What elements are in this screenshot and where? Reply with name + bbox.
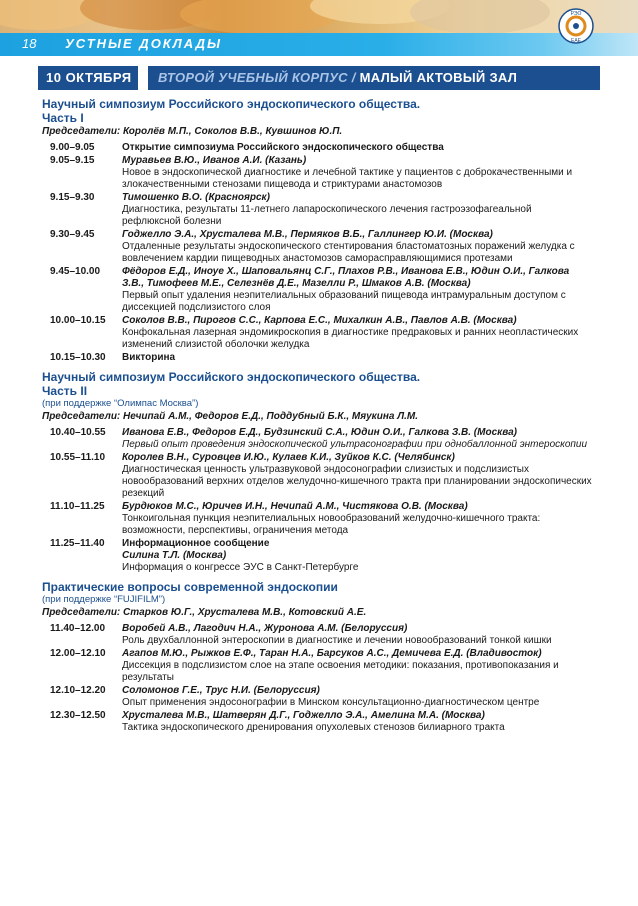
session-sponsor: (при поддержке “FUJIFILM”) [42, 594, 166, 605]
program-item: 9.30–9.45 Годжелло Э.А., Хрусталева М.В., Пермяков В.Б., Галлингер Ю.И. (Москва) Отдаленные результаты эндоскопического стентирования бластоматозных поражений желудка с вовлечением кардии пищеводных анастомозов саморасправляющимися протезами [50, 229, 575, 264]
program-item: 12.00–12.10 Агапов М.Ю., Рыжков Е.Ф., Таран Н.А., Барсуков А.С., Демичева Е.Д. (Владивосток) Диссекция в подслизистом слое на этапе освоения методики: показания, противопоказания и результаты [50, 648, 559, 683]
program-content [42, 97, 592, 740]
venue-hall: МАЛЫЙ АКТОВЫЙ ЗАЛ [359, 70, 518, 85]
header-band [0, 33, 638, 56]
session-sponsor: (при поддержке “Олимпас Москва”) [42, 398, 199, 409]
program-item: 9.15–9.30 Тимошенко В.О. (Красноярск) Диагностика, результаты 11-летнего лапароскопического лечения гастроэзофагеальной рефлюксной болезни [50, 192, 532, 227]
session-title: Научный симпозиум Российского эндоскопического общества. Часть I [42, 97, 421, 125]
program-item: 12.30–12.50 Хрусталева М.В., Шатверян Д.Г., Годжелло Э.А., Амелина М.А. (Москва) Тактика эндоскопического дренирования опухолевых стенозов билиарного тракта [50, 710, 505, 733]
program-item: 10.15–10.30 Викторина [50, 352, 176, 363]
program-item: 9.05–9.15 Муравьев В.Ю., Иванов А.И. (Казань) Новое в эндоскопической диагностике и лечебной тактике у пациентов с доброкачественными и злокачественными стенозами пищевода и стриктурами анастомозов [50, 155, 573, 190]
program-item: 9.00–9.05 Открытие симпозиума Российского эндоскопического общества [50, 142, 444, 153]
page-number: 18 [22, 36, 37, 51]
program-item: 10.55–11.10 Королев В.Н., Суровцев И.Ю., Кулаев К.И., Зуйков К.С. (Челябинск) Диагностическая ценность ультразвуковой эндосонографии слизистых и подслизистых новообразований верхних отделов желудочно-кишечного тракта при планировании эндоскопических резекций [50, 452, 592, 499]
session-title: Научный симпозиум Российского эндоскопического общества. Часть II [42, 370, 421, 398]
program-item: 11.25–11.40 Информационное сообщение Силина Т.Л. (Москва) Информация о конгрессе ЭУС в Санкт-Петербурге [50, 538, 359, 573]
program-item: 12.10–12.20 Соломонов Г.Е., Трус Н.И. (Белоруссия) Опыт применения эндосонографии в Минском консультационно-диагностическом центре [50, 685, 540, 708]
session-chairs: Председатели: Королёв М.П., Соколов В.В., Кувшинов Ю.П. [42, 126, 343, 137]
session-chairs: Председатели: Старков Ю.Г., Хрусталева М.В., Котовский А.Е. [42, 607, 367, 618]
session-chairs: Председатели: Нечипай А.М., Федоров Е.Д., Поддубный Б.К., Мяукина Л.М. [42, 411, 418, 422]
session-block [42, 97, 592, 364]
session-header [38, 66, 600, 90]
session-date: 10 ОКТЯБРЯ [38, 66, 138, 90]
program-item: 10.00–10.15 Соколов В.В., Пирогов С.С., Карпова Е.С., Михалкин А.В., Павлов А.В. (Москва) Конфокальная лазерная эндомикроскопия в диагностике предраковых и ранних неопластических изменений слизистой оболочки желудка [50, 315, 579, 350]
section-heading: УСТНЫЕ ДОКЛАДЫ [65, 36, 222, 51]
svg-text:ЕАЕ: ЕАЕ [570, 38, 582, 44]
session-block [42, 580, 592, 734]
session-block [42, 370, 592, 574]
congress-logo-icon [554, 6, 598, 46]
program-item: 11.10–11.25 Бурдюков М.С., Юричев И.Н., Нечипай А.М., Чистякова О.В. (Москва) Тонкоигольная пункция неэпителиальных новообразований желудочно-кишечного тракта: возможности, перспективы, ограничения метода [50, 501, 541, 536]
header-decoration [0, 0, 638, 34]
program-item: 9.45–10.00 Фёдоров Е.Д., Иноуе Х., Шаповальянц С.Г., Плахов Р.В., Иванова Е.В., Юдин О.И., Галкова З.В., Тимофеев М.Е., Селезнёв Д.Е., Мазелли Р., Шмаков А.В. (Москва) Первый опыт удаления неэпителиальных образований пищевода интрамуральным доступом с диссекцией подслизистого слоя [50, 266, 570, 313]
venue-building: ВТОРОЙ УЧЕБНЫЙ КОРПУС / [158, 70, 356, 85]
session-title: Практические вопросы современной эндоскопии [42, 580, 338, 594]
program-item: 11.40–12.00 Воробей А.В., Лагодич Н.А., Журонова А.М. (Белоруссия) Роль двухбаллонной энтероскопии в диагностике и лечении новообразований тонкой кишки [50, 623, 552, 646]
program-item: 10.40–10.55 Иванова Е.В., Федоров Е.Д., Будзинский С.А., Юдин О.И., Галкова З.В. (Москва) Первый опыт проведения эндоскопической ультрасонографии при однобаллонной энтероскопии [50, 427, 588, 450]
session-venue [148, 66, 600, 90]
svg-text:РЭО: РЭО [570, 11, 582, 17]
